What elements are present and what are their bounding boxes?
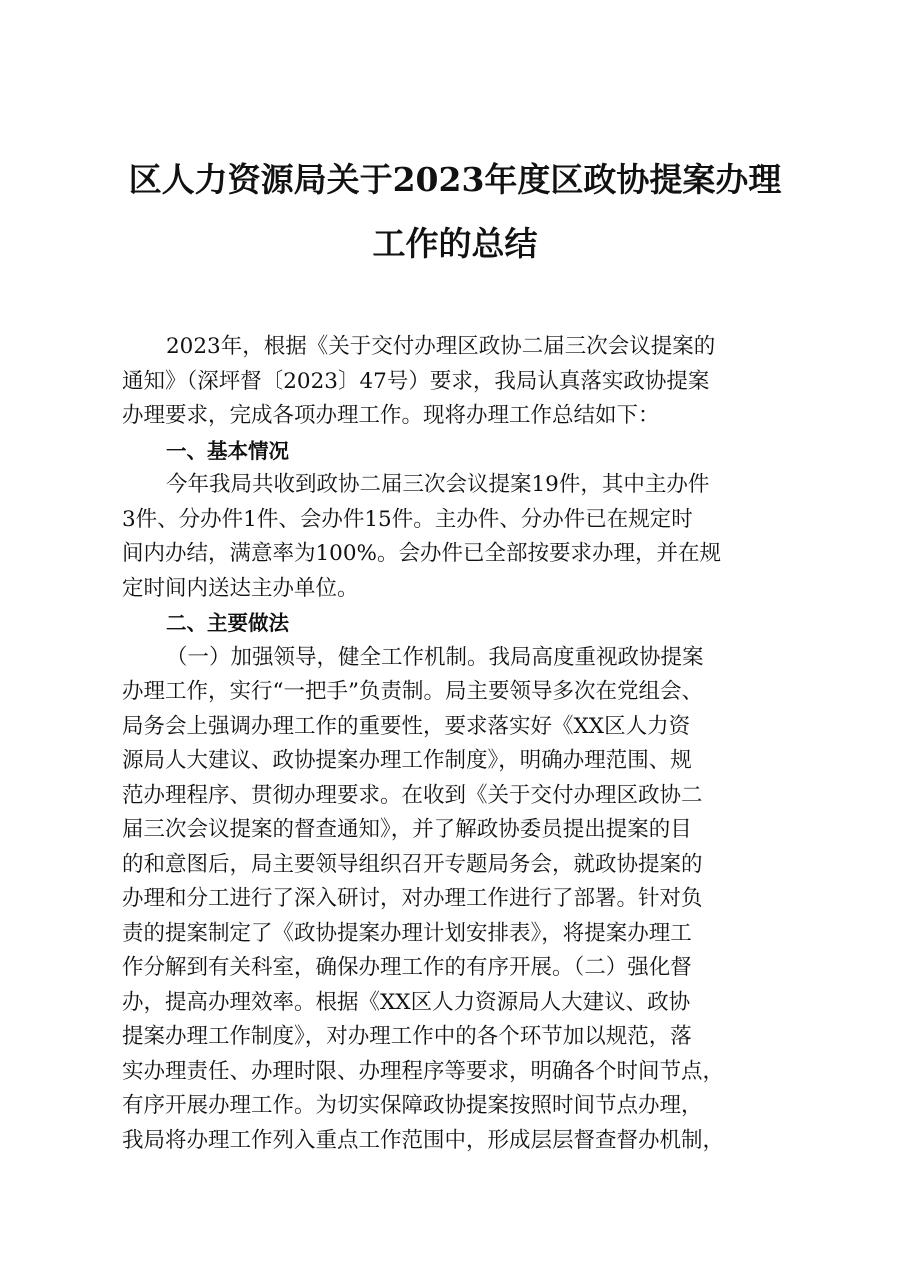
body-line: 我局将办理工作列入重点工作范围中，形成层层督查督办机制， — [122, 1127, 725, 1153]
body-line: 实办理责任、办理时限、办理程序等要求，明确各个时间节点， — [122, 1058, 725, 1084]
body-line: 有序开展办理工作。为切实保障政协提案按照时间节点办理， — [122, 1093, 703, 1118]
body-line: 作分解到有关科室，确保办理工作的有序开展。（二）强化督 — [122, 955, 692, 980]
body-line: 提案办理工作制度》，对办理工作中的各个环节加以规范，落 — [122, 1024, 692, 1049]
body-line: 办理要求，完成各项办理工作。现将办理工作总结如下： — [122, 403, 660, 428]
body-line: 届三次会议提案的督查通知》，并了解政协委员提出提案的目 — [122, 817, 692, 842]
document-title-line-1: 区人力资源局关于2023年度区政协提案办理 — [128, 160, 782, 199]
document-title-line-2: 工作的总结 — [372, 224, 538, 263]
body-line: 2023年，根据《关于交付办理区政协二届三次会议提案的 — [166, 334, 716, 359]
section-heading: 一、基本情况 — [166, 438, 289, 463]
document-body — [122, 330, 802, 1158]
body-line: 责的提案制定了《政协提案办理计划安排表》，将提案办理工 — [122, 920, 692, 946]
body-line: 源局人大建议、政协提案办理工作制度》，明确办理范围、规 — [122, 748, 692, 773]
body-line: 今年我局共收到政协二届三次会议提案19件，其中主办件 — [166, 472, 710, 497]
body-line: 通知》（深坪督〔2023〕47号）要求，我局认真落实政协提案 — [122, 368, 710, 394]
body-line: 办理工作，实行“一把手”负责制。局主要领导多次在党组会、 — [122, 679, 703, 704]
body-line: 办理和分工进行了深入研讨，对办理工作进行了部署。针对负 — [122, 886, 703, 911]
body-line: 3件、分办件1件、会办件15件。主办件、分办件已在规定时 — [122, 506, 693, 532]
body-line: 范办理程序、贯彻办理要求。在收到《关于交付办理区政协二 — [122, 782, 703, 808]
body-line: 的和意图后，局主要领导组织召开专题局务会，就政协提案的 — [122, 851, 703, 877]
body-line: 办，提高办理效率。根据《XX区人力资源局人大建议、政协 — [122, 989, 691, 1015]
body-line: 定时间内送达主办单位。 — [122, 575, 359, 601]
section-heading: 二、主要做法 — [166, 611, 289, 635]
body-line: 局务会上强调办理工作的重要性，要求落实好《XX区人力资 — [122, 713, 691, 739]
body-line: 间内办结，满意率为100%。会办件已全部按要求办理，并在规 — [122, 541, 721, 566]
body-line: （一）加强领导，健全工作机制。我局高度重视政协提案 — [166, 644, 704, 670]
